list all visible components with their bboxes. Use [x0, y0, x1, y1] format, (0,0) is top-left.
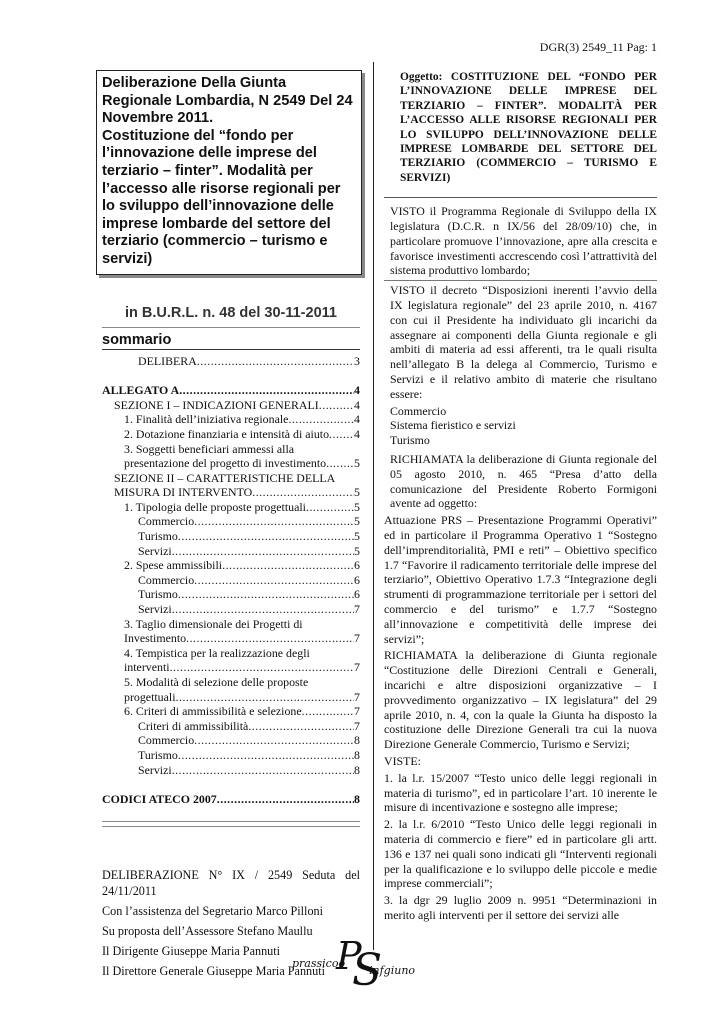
divider [384, 197, 657, 198]
burl-reference: in B.U.R.L. n. 48 del 30-11-2011 [125, 304, 337, 321]
right-column [384, 70, 657, 925]
toc-entry-label: 1. Finalità dell’iniziativa regionale [124, 412, 289, 427]
toc-leader-dots [222, 558, 354, 573]
body-text [384, 204, 657, 922]
paragraph: VISTE: [384, 753, 421, 768]
toc-entry-label: 2. Spese ammissibili [124, 558, 223, 573]
paragraph: 1. la l.r. 15/2007 “Testo unico delle leggi regionali in materia di turismo”, ed in particolare l’art. 10 inerente le misure di incentivazione e sostegno alle imprese; [384, 770, 657, 815]
deliberazione-dirigente: Il Dirigente Giuseppe Maria Pannuti [102, 943, 281, 958]
toc-page-number: 6 [354, 572, 360, 587]
toc-page-number: 5 [354, 499, 360, 514]
toc-leader-dots [319, 398, 354, 413]
toc-page-number: 5 [354, 514, 360, 529]
paragraph: 2. la l.r. 6/2010 “Testo Unico delle leggi regionali in materia di commercio e fiere” ed in particolare gli artt. 136 e 137 nei quali sono indicati gli “Interventi regionali per la qualificazione e lo sviluppo delle piccole e medie imprese commerciali”; [384, 817, 657, 891]
toc-entry[interactable] [102, 529, 360, 544]
toc-entry[interactable] [102, 675, 360, 690]
toc-page-number: 8 [354, 747, 360, 762]
toc-entry-label: Turismo [138, 529, 178, 544]
toc-page-number: 8 [354, 762, 360, 777]
toc-page-number: 4 [354, 412, 360, 427]
logo-text-left: prassicoo [292, 957, 346, 970]
toc-leader-dots [217, 792, 354, 807]
toc-leader-dots [170, 660, 354, 675]
toc-page-number: 7 [354, 660, 360, 675]
toc-leader-dots [194, 514, 354, 529]
toc-entry[interactable] [102, 617, 360, 632]
paragraph: 3. la dgr 29 luglio 2009 n. 9951 “Determinazioni in merito agli interventi per il settore dei servizi alle [384, 893, 657, 922]
toc-entry-label: CODICI ATECO 2007 [102, 792, 217, 807]
left-column [102, 70, 360, 983]
toc-leader-dots [176, 690, 355, 705]
toc-page-number: 6 [354, 558, 360, 573]
toc-entry-label: Investimento [124, 631, 187, 646]
logo-letter-p: P [336, 934, 362, 978]
paragraph: VISTO il Programma Regionale di Sviluppo della IX legislatura (D.C.R. n IX/56 del 28/09/10) che, in particolare promuove l’innovazione, apre alla crescita e favorisce investimenti accrescendo così l’attrattività del sistema produttivo lombardo; [390, 204, 657, 278]
toc-entry[interactable] [102, 602, 360, 617]
toc-entry-label: Commercio [138, 572, 195, 587]
logo-letter-s: S [352, 945, 383, 996]
paragraph: VISTO il decreto “Disposizioni inerenti l’avvio della IX legislatura regionale” del 23 aprile 2010, n. 4167 con cui il Presidente ha individuato gli incarichi da assegnare ai componenti della Giunta regionale e gli ambiti di materia ad essi afferenti, tra le quali risulta nell’allegato B la delega al Commercio, Turismo e Servizi e il relativo ambito di materie che risultano essere: [384, 280, 657, 401]
toc-entry-label: interventi [124, 660, 170, 675]
toc-entry[interactable] [102, 442, 360, 457]
toc-entry-label: 3. Soggetti beneficiari ammessi alla [124, 441, 295, 456]
toc-entry[interactable] [102, 383, 360, 398]
list-item: Sistema fieristico e servizi [390, 418, 516, 433]
toc-entry[interactable] [102, 514, 360, 529]
toc-entry[interactable] [102, 412, 360, 427]
sommario-heading: sommario [102, 332, 360, 350]
prassicoop-sinfgiuno-logo [292, 934, 452, 1000]
toc-leader-dots [172, 602, 354, 617]
toc-entry[interactable] [102, 485, 360, 500]
toc-entry-label: SEZIONE II – CARATTERISTICHE DELLA [114, 470, 336, 485]
toc-leader-dots [302, 704, 354, 719]
toc-entry-label: ALLEGATO A [102, 383, 180, 398]
toc-page-number: 3 [354, 353, 360, 368]
toc-entry-label: 5. Modalità di selezione delle proposte [124, 675, 309, 689]
toc-entry[interactable] [102, 631, 360, 646]
toc-entry[interactable] [102, 690, 360, 705]
paragraph: Attuazione PRS – Presentazione Programmi Operativi” ed in particolare il Programma Operativo 1 “Sostegno dell’imprenditorialità, PMI e reti” – Obiettivo specifico 1.7 “Favorire il radicamento territoriale delle imprese del terziario”, Obiettivo Operativo 1.7.3 “Integrazione degli strumenti di programmazione territoriale per i settori del commercio e del turismo” e 1.7.7 “Sostegno all’innovazione e competitività delle imprese dei servizi”; [384, 513, 657, 646]
toc-page-number: 4 [354, 383, 360, 398]
toc-entry[interactable] [102, 456, 360, 471]
toc-page-number: 4 [354, 397, 360, 412]
toc-entry[interactable] [102, 398, 360, 413]
toc-page-number: 8 [354, 792, 360, 807]
toc-page-number: 8 [354, 733, 360, 748]
toc-leader-dots [178, 587, 354, 602]
deliberazione-secretary: Con l’assistenza del Segretario Marco Pilloni [102, 903, 324, 918]
toc-leader-dots [179, 383, 354, 398]
paragraph: RICHIAMATA la deliberazione di Giunta regionale “Costituzione delle Direzioni Centrali e Generali, incarichi e altre disposizioni organizzative – I provvedimento organizzativo – IX legislatura” del 29 aprile 2010, n. 4, con la quale la Giunta ha disposto la costituzione delle Direzione Generali tra cui la nuova Direzione Generale Commercio, Turismo e Servizi; [384, 648, 657, 752]
toc-page-number: 7 [354, 689, 360, 704]
deliberazione-number: DELIBERAZIONE N° IX / 2549 Seduta del 24/11/2011 [102, 867, 360, 898]
toc-entry-label: Servizi [138, 543, 172, 558]
toc-leader-dots [248, 719, 354, 734]
toc-page-number: 7 [354, 704, 360, 719]
document-title-line-2: Costituzione del “fondo per l’innovazione delle imprese del terziario – finter”. Modalità per l’accesso alle risorse regionali per lo sviluppo dell’innovazione delle imprese lombarde del settore del terziario (commercio – turismo e servizi) [102, 127, 341, 267]
toc-entry[interactable] [102, 719, 360, 734]
toc-page-number: 5 [354, 485, 360, 500]
deliberazione-director: Il Direttore Generale Giuseppe Maria Pannuti [102, 963, 326, 978]
spacer [102, 368, 360, 383]
toc-page-number: 7 [354, 602, 360, 617]
toc-entry[interactable] [102, 573, 360, 588]
toc-entry-label: SEZIONE I – INDICAZIONI GENERALI [114, 397, 319, 412]
toc-entry-label: Turismo [138, 747, 178, 762]
toc-entry-label: Servizi [138, 762, 172, 777]
toc-entry-label: MISURA DI INTERVENTO [114, 485, 253, 500]
toc-entry-label: 2. Dotazione finanziaria e intensità di aiuto [124, 426, 330, 441]
toc-leader-dots [252, 485, 354, 500]
paragraph: RICHIAMATA la deliberazione di Giunta regionale del 05 agosto 2010, n. 465 “Presa d’atto della comunicazione del Presidente Roberto Formigoni avente ad oggetto: [390, 452, 657, 511]
toc-leader-dots [197, 354, 354, 369]
logo-text-right: infgiuno [369, 964, 416, 977]
toc-entry[interactable] [102, 587, 360, 602]
toc-entry-label: Commercio [138, 733, 195, 748]
divider [102, 821, 360, 822]
toc-leader-dots [306, 500, 354, 515]
toc-entry[interactable] [102, 427, 360, 442]
table-of-contents [102, 354, 360, 807]
toc-entry[interactable] [102, 763, 360, 778]
toc-entry-label: Turismo [138, 587, 178, 602]
toc-entry[interactable] [102, 733, 360, 748]
toc-entry[interactable] [102, 748, 360, 763]
toc-page-number: 7 [354, 631, 360, 646]
oggetto-heading: Oggetto: COSTITUZIONE DEL “FONDO PER L’INNOVAZIONE DELLE IMPRESE DEL TERZIARIO – FINTER”. MODALITÀ PER L’ACCESSO ALLE RISORSE REGIONALI PER LO SVILUPPO DELL’INNOVAZIONE DELLE IMPRESE LOMBARDE DEL SETTORE DEL TERZIARIO (COMMERCIO – TURISMO E SERVIZI) [400, 71, 657, 184]
toc-entry-label: 1. Tipologia delle proposte progettuali [124, 499, 306, 514]
toc-entry[interactable] [102, 558, 360, 573]
list-item: Commercio [390, 403, 447, 418]
toc-leader-dots [186, 631, 354, 646]
toc-leader-dots [288, 412, 354, 427]
toc-page-number: 5 [354, 456, 360, 471]
page-header-reference: DGR(3) 2549_11 Pag: 1 [539, 40, 657, 54]
toc-entry-label: progettuali [124, 689, 176, 704]
toc-leader-dots [326, 456, 354, 471]
divider [102, 826, 360, 827]
toc-entry[interactable] [102, 544, 360, 559]
toc-leader-dots [172, 544, 354, 559]
toc-leader-dots [194, 573, 354, 588]
toc-leader-dots [172, 763, 354, 778]
document-title-line-1: Deliberazione Della Giunta Regionale Lombardia, N 2549 Del 24 Novembre 2011. [102, 75, 353, 127]
toc-leader-dots [329, 427, 354, 442]
toc-page-number: 7 [354, 718, 360, 733]
toc-leader-dots [178, 529, 354, 544]
toc-leader-dots [178, 748, 354, 763]
divider [102, 327, 360, 328]
toc-entry[interactable] [102, 500, 360, 515]
toc-page-number: 5 [354, 529, 360, 544]
toc-entry-label: DELIBERA [138, 353, 197, 368]
toc-entry-label: Criteri di ammissibilità [138, 718, 249, 733]
toc-entry[interactable] [102, 471, 360, 486]
toc-entry-label: presentazione del progetto di investimento [124, 456, 327, 471]
toc-entry[interactable] [102, 660, 360, 675]
toc-page-number: 6 [354, 587, 360, 602]
deliberazione-assessor: Su proposta dell’Assessore Stefano Maullu [102, 923, 313, 938]
toc-page-number: 4 [354, 426, 360, 441]
column-divider [373, 62, 374, 950]
toc-entry-label: 3. Taglio dimensionale dei Progetti di [124, 616, 303, 631]
toc-entry[interactable] [102, 792, 360, 807]
toc-entry[interactable] [102, 704, 360, 719]
toc-entry-label: Commercio [138, 514, 195, 529]
toc-leader-dots [194, 733, 354, 748]
spacer [102, 777, 360, 792]
document-title-box [96, 70, 362, 275]
list-item: Turismo [390, 433, 430, 448]
toc-entry[interactable] [102, 646, 360, 661]
toc-entry-label: 4. Tempistica per la realizzazione degli [124, 645, 310, 660]
materie-list [384, 404, 657, 448]
toc-page-number: 5 [354, 543, 360, 558]
toc-entry-label: 6. Criteri di ammissibilità e selezione [124, 704, 302, 719]
toc-entry-label: Servizi [138, 602, 172, 617]
toc-entry[interactable] [102, 354, 360, 369]
